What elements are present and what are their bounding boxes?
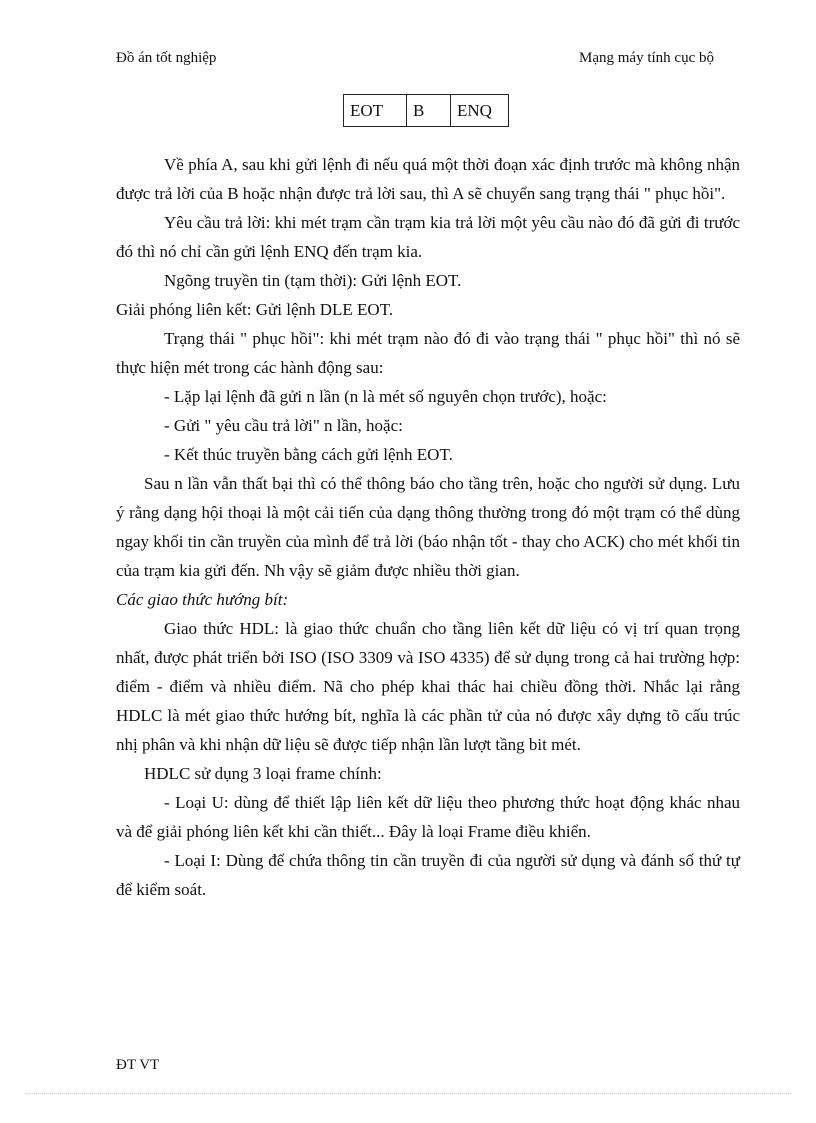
list-item-end-transmission: - Kết thúc truyền bằng cách gửi lệnh EOT. — [164, 445, 453, 464]
paragraph-hdlc-frames: HDLC sử dụng 3 loại frame chính: — [144, 764, 382, 783]
paragraph-after-failure: Sau n lần vẫn thất bại thì có thể thông báo cho tầng trên, hoặc cho người sử dụng. Lưu ý rằng dạng hội thoại là một cải tiến của dạng thông thường trong đó một trạm có thể dùng ngay khối tin cần truyền của mình để trả lời (báo nhận tốt - thay cho ACK) cho mét khối tin của trạm kia gửi đến. Nh vậy sẽ giảm được nhiều thời gian. — [116, 474, 740, 580]
frame-format-table — [343, 94, 509, 127]
paragraph-frame-i: - Loại I: Dùng để chứa thông tin cần truyền đi của người sử dụng và đánh số thứ tự để kiểm soát. — [116, 851, 740, 899]
list-item-repeat: - Lặp lại lệnh đã gửi n lần (n là mét số nguyên chọn trước), hoặc: — [164, 387, 607, 406]
header-right: Mạng máy tính cục bộ — [579, 50, 714, 66]
document-body — [116, 150, 740, 904]
list-item-request-reply: - Gửi " yêu cầu trả lời" n lần, hoặc: — [164, 416, 403, 435]
paragraph-timeout: Về phía A, sau khi gửi lệnh đi nếu quá một thời đoạn xác định trước mà không nhận được trả lời của B hoặc nhận được trả lời sau, thì A sẽ chuyển sang trạng thái " phục hồi". — [116, 155, 740, 203]
frame-cell-b: B — [407, 95, 451, 127]
frame-cell-eot: EOT — [344, 95, 407, 127]
paragraph-stop-transmission: Ngõng truyền tin (tạm thời): Gửi lệnh EOT. — [164, 271, 462, 290]
paragraph-hdl: Giao thức HDL: là giao thức chuẩn cho tầng liên kết dữ liệu có vị trí quan trọng nhất, được phát triển bởi ISO (ISO 3309 và ISO 4335) để sử dụng trong cả hai trường hợp: điểm - điểm và nhiều điểm. Nã cho phép khai thác hai chiều đồng thời. Nhắc lại rằng HDLC là mét giao thức hướng bít, nghĩa là các phần tử của nó được xây dựng tõ cấu trúc nhị phân và khi nhận dữ liệu sẽ được tiếp nhận lần lượt tầng bit mét. — [116, 619, 740, 754]
frame-cell-enq: ENQ — [451, 95, 509, 127]
footer-text: ĐT VT — [116, 1057, 160, 1073]
header-left: Đồ án tốt nghiệp — [116, 50, 217, 66]
section-heading-bit-protocols: Các giao thức hướng bít: — [116, 590, 289, 609]
paragraph-frame-u: - Loại U: dùng để thiết lập liên kết dữ liệu theo phương thức hoạt động khác nhau và để giải phóng liên kết khi cần thiết... Đây là loại Frame điều khiển. — [116, 793, 740, 841]
paragraph-release-link: Giải phóng liên kết: Gửi lệnh DLE EOT. — [116, 300, 394, 319]
paragraph-recovery-state: Trạng thái " phục hồi": khi mét trạm nào đó đi vào trạng thái " phục hồi" thì nó sẽ thực hiện mét trong các hành động sau: — [116, 329, 740, 377]
footer-divider — [25, 1093, 791, 1094]
paragraph-enq-request: Yêu cầu trả lời: khi mét trạm cần trạm kia trả lời một yêu cầu nào đó đã gửi đi trước đó thì nó chỉ cần gửi lệnh ENQ đến trạm kia. — [116, 213, 740, 261]
